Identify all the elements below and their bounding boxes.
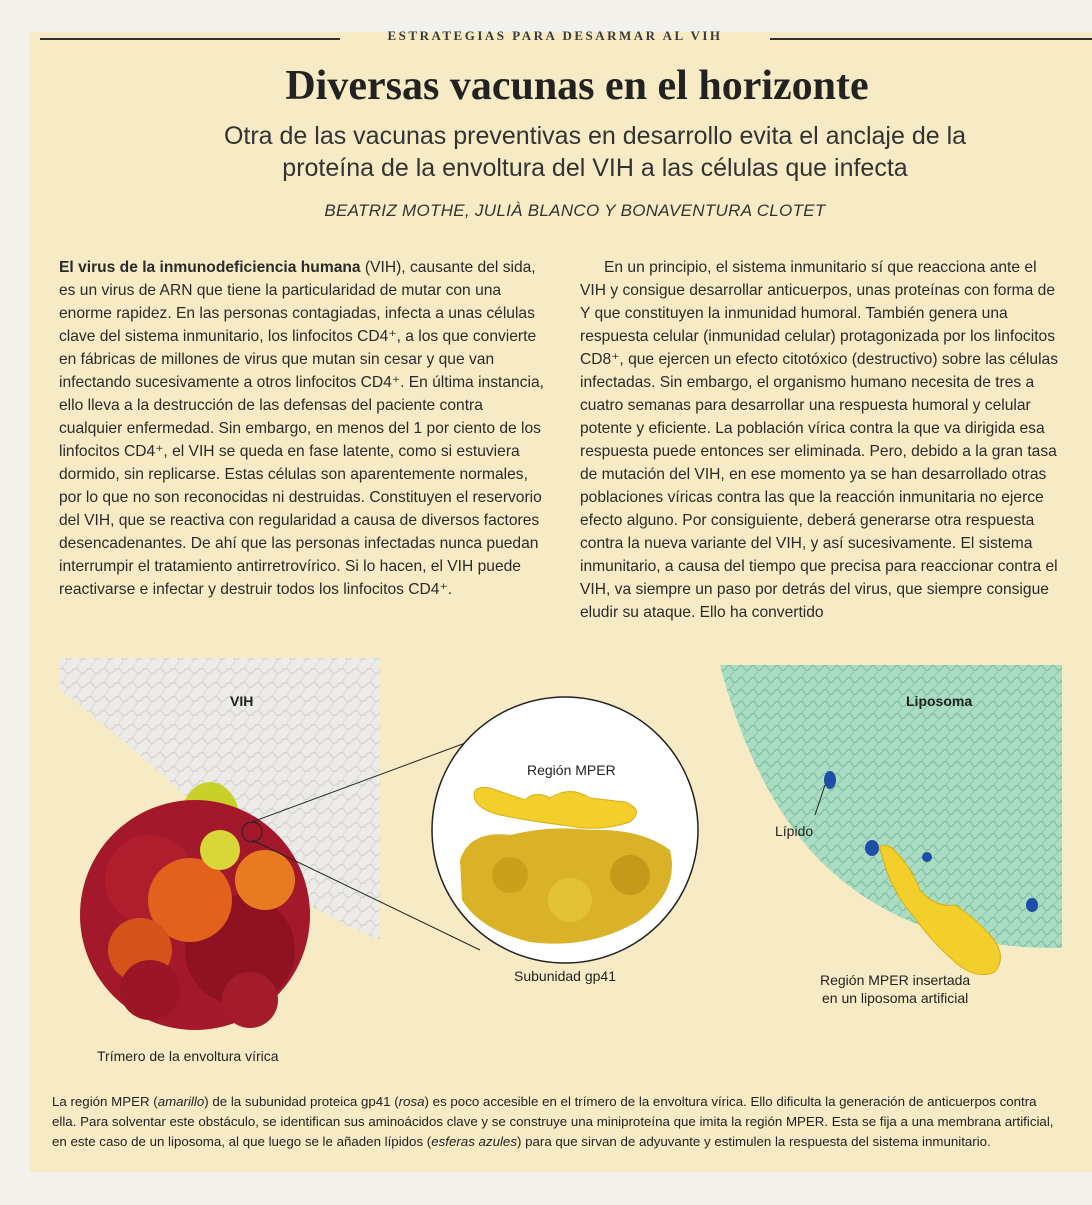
figure-caption	[52, 1092, 1062, 1152]
header-rule	[40, 38, 340, 40]
caption-text: ) de la subunidad proteica gp41 (	[204, 1094, 399, 1109]
lead-in: El virus de la inmunodeficiencia humana	[59, 259, 361, 276]
article-title: Diversas vacunas en el horizonte	[285, 63, 869, 109]
right-paragraph: En un principio, el sistema inmunitario sí que reacciona ante el VIH y consigue desarrollar anticuerpos, unas proteínas con forma de Y que constituyen la inmunidad humoral. También genera una respuesta celular (inmunidad celular) protagonizada por los linfocitos CD8⁺, que ejercen un efecto citotóxico (destructivo) sobre las células infectadas. Sin embargo, el organismo humano necesita de tres a cuatro semanas para desarrollar una respuesta humoral y celular potente y eficiente. La población vírica contra la que va dirigida esa respuesta puede entonces ser eliminada. Pero, debido a la gran tasa de mutación del VIH, en ese momento ya se han desarrollado otras poblaciones víricas contra las que la reacción inmunitaria no ejerce efecto alguno. Por consiguiente, deberá generarse otra respuesta contra la nueva variante del VIH, y así sucesivamente. El sistema inmunitario, a causa del tiempo que precisa para reaccionar contra el VIH, va siempre un paso por detrás del virus, que siempre consigue eludir su ataque. Ello ha convertido	[580, 259, 1059, 621]
vaccine-illustration	[30, 650, 1092, 1080]
lipid-sphere	[865, 840, 879, 856]
label-liposome: Liposoma	[906, 693, 973, 709]
header-rule	[770, 38, 1092, 40]
caption-italic: rosa	[398, 1094, 425, 1109]
label-inserted-line1: Región MPER insertada	[820, 972, 971, 988]
label-inserted-line2: en un liposoma artificial	[822, 990, 969, 1006]
article-subtitle: Otra de las vacunas preventivas en desarrollo evita el anclaje de la proteína de la envoltura del VIH a las células que infecta	[223, 122, 967, 182]
label-mper: Región MPER	[527, 762, 616, 778]
body-column-right	[580, 256, 1065, 624]
section-header: ESTRATEGIAS PARA DESARMAR AL VIH	[387, 28, 723, 43]
lipid-sphere	[922, 852, 932, 862]
caption-italic: esferas azules	[431, 1134, 517, 1149]
liposome	[720, 665, 1062, 948]
lipid-sphere	[824, 771, 836, 789]
lipid-sphere	[1026, 898, 1038, 912]
caption-italic: amarillo	[157, 1094, 205, 1109]
label-gp41: Subunidad gp41	[514, 968, 616, 984]
label-vih: VIH	[230, 693, 254, 709]
left-paragraph: (VIH), causante del sida, es un virus de ARN que tiene la particularidad de mutar con una enorme rapidez. En las personas contagiadas, infecta a unas células clave del sistema inmunitario, los linfocitos CD4⁺, a los que convierte en fábricas de millones de virus que mutan sin cesar y que van infectando sucesivamente a otros linfocitos CD4⁺. En última instancia, ello lleva a la destrucción de las defensas del paciente contra cualquier enfermedad. Sin embargo, en menos del 1 por ciento de los linfocitos CD4⁺, el VIH se queda en fase latente, como si estuviera dormido, sin replicarse. Estas células son aparentemente normales, por lo que no son reconocidas ni destruidas. Constituyen el reservorio del VIH, que se reactiva con regularidad a causa de diversos factores desencadenantes. De ahí que las personas infectadas nunca puedan interrumpir el tratamiento antirretrovírico. Si lo hacen, el VIH puede reactivarse e infectar y destruir todos los linfocitos CD4⁺.	[59, 259, 544, 598]
caption-text: ) para que sirvan de adyuvante y estimulen la respuesta del sistema inmunitario.	[516, 1134, 991, 1149]
body-column-left	[59, 256, 544, 601]
caption-text: La región MPER (	[52, 1094, 158, 1109]
caption-text: ) es poco accesible en el trímero de la envoltura vírica. Ello dificulta la generación de anticuerpos contra ella. Para solventar este obstáculo, se identifican sus aminoácidos clave y se construye una miniproteína que imita la región MPER. Esta se fija a una membrana artificial, en este caso de un liposoma, al que luego se le añaden lípidos (	[52, 1094, 1054, 1149]
label-lipid: Lípido	[775, 823, 814, 839]
article-authors: BEATRIZ MOTHE, JULIÀ BLANCO Y BONAVENTURA CLOTET	[324, 201, 826, 220]
label-trimer: Trímero de la envoltura vírica	[97, 1048, 279, 1064]
